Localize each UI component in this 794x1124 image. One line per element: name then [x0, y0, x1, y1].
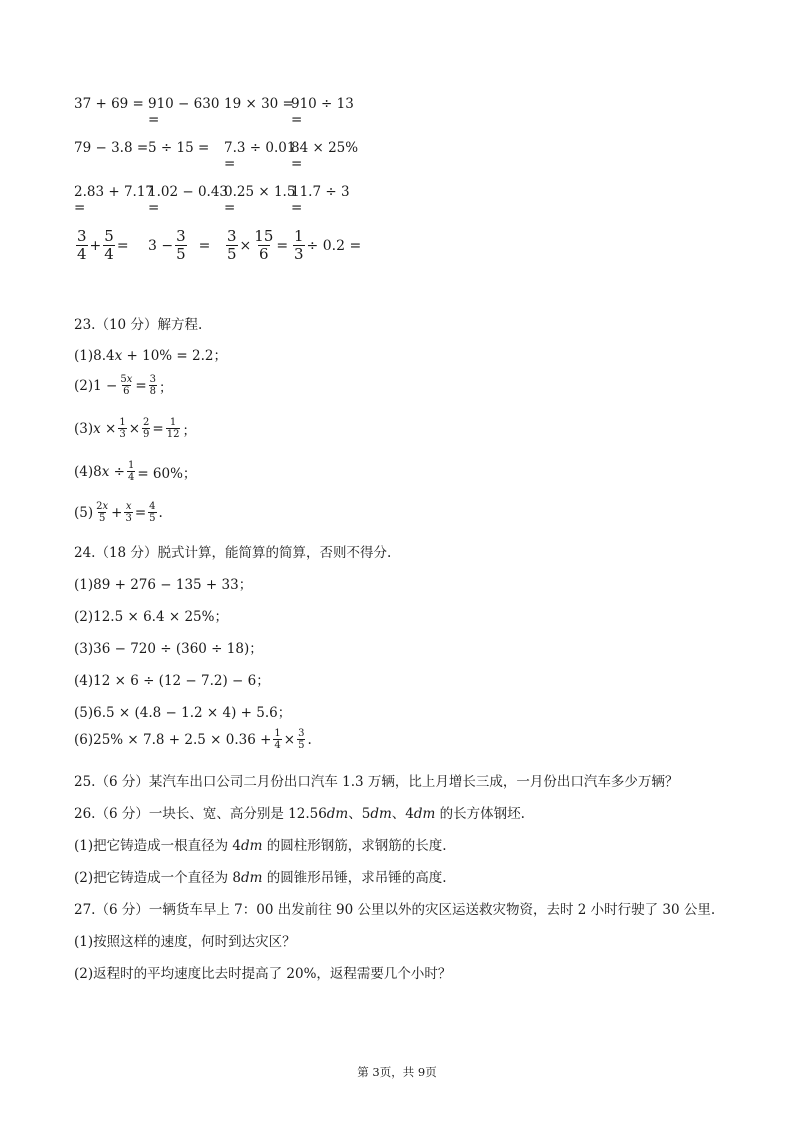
oral-calculation-grid — [74, 96, 474, 274]
oral-item: 19 × 30 = — [224, 96, 294, 112]
q27-part-1: (1)按照这样的速度，何时到达灾区？ — [74, 934, 296, 950]
oral-item: 2.83 + 7.17 = — [74, 184, 155, 216]
fraction: $\frac{3}{5}$ — [176, 227, 186, 263]
fraction: $\frac{\text{𝑥}}{3}$ — [125, 501, 132, 524]
page-number: 第 3页，共 9页 — [357, 1065, 437, 1079]
fraction: $\frac{5}{4}$ — [104, 227, 114, 263]
q24-part-3: (3)36 − 720 ÷ (360 ÷ 18)； — [74, 641, 263, 657]
fraction: $\frac{1}{3}$ — [294, 227, 304, 263]
oral-item: 11.7 ÷ 3 = — [291, 184, 350, 216]
fraction: $\frac{1}{4}$ — [127, 460, 135, 483]
oral-item: 84 × 25% = — [291, 140, 359, 172]
fraction: $\frac{3}{5}$ — [298, 728, 305, 751]
q23-part-1: (1)8.4𝑥 + 10% = 2.2； — [74, 348, 227, 364]
oral-item: 5 ÷ 15 = — [148, 140, 210, 156]
q26-part-1: (1)把它铸造成一根直径为 4𝑑𝑚 的圆柱形钢筋，求钢筋的长度. — [74, 838, 447, 854]
fraction: $\frac{3}{8}$ — [149, 374, 157, 397]
fraction: $\frac{3}{4}$ — [77, 227, 87, 263]
fraction: $\frac{1}{3}$ — [119, 417, 126, 440]
q23-part-2: (2)1 − $\frac{\text{5𝑥}}{6}$ = $\frac{3}{8}$ ； — [74, 374, 173, 397]
fraction: $\frac{2}{9}$ — [143, 417, 150, 440]
oral-item: 910 − 630 = — [148, 96, 220, 128]
q26-title: 26.（6 分）一块长、宽、高分别是 12.56𝑑𝑚、5𝑑𝑚、4𝑑𝑚 的长方体钢坯. — [74, 806, 525, 822]
q27-title: 27.（6 分）一辆货车早上 7：00 出发前往 90 公里以外的灾区运送救灾物资，去时 2 小时行驶了 30 公里. — [74, 902, 716, 918]
oral-item: $\frac{1}{3}$ ÷ 0.2 = — [294, 227, 362, 263]
fraction: $\frac{1}{12}$ — [166, 417, 180, 440]
oral-item: 3 − $\frac{3}{5}$ = — [148, 227, 211, 263]
q27-part-2: (2)返程时的平均速度比去时提高了 20%，返程需要几个小时？ — [74, 966, 452, 982]
oral-item: $\frac{3}{5}$ × $\frac{15}{6}$ = — [227, 227, 289, 263]
q23-part-4: (4)8𝑥 ÷ $\frac{1}{4}$ = 60%； — [74, 460, 197, 483]
fraction: $\frac{1}{4}$ — [274, 728, 281, 751]
oral-row-2 — [74, 140, 474, 184]
fraction: $\frac{3}{5}$ — [227, 227, 237, 263]
q24-part-1: (1)89 + 276 − 135 + 33； — [74, 577, 253, 593]
q23-part-5: (5) $\frac{\text{2𝑥}}{5}$ + $\frac{\text{𝑥}}{3}$ = $\frac{4}{5}$ . — [74, 501, 163, 524]
oral-row-3 — [74, 184, 474, 228]
oral-item: 910 ÷ 13 = — [291, 96, 354, 128]
oral-item: 7.3 ÷ 0.01 = — [224, 140, 296, 172]
q23-title: 23.（10 分）解方程. — [74, 317, 203, 333]
fraction: $\frac{\text{2𝑥}}{5}$ — [96, 501, 109, 524]
q24-part-6: (6)25% × 7.8 + 2.5 × 0.36 + $\frac{1}{4}$ × $\frac{3}{5}$ . — [74, 728, 312, 751]
fraction: $\frac{4}{5}$ — [149, 501, 156, 524]
fraction: $\frac{15}{6}$ — [254, 227, 274, 263]
oral-item: 37 + 69 = — [74, 96, 144, 112]
q24-part-5: (5)6.5 × (4.8 − 1.2 × 4) + 5.6； — [74, 705, 292, 721]
oral-item: 0.25 × 1.5 = — [224, 184, 296, 216]
q24-part-4: (4)12 × 6 ÷ (12 − 7.2) − 6； — [74, 673, 270, 689]
oral-row-1 — [74, 96, 474, 140]
q24-part-2: (2)12.5 × 6.4 × 25%； — [74, 609, 228, 625]
oral-item: 1.02 − 0.43 = — [148, 184, 229, 216]
q24-title: 24.（18 分）脱式计算，能简算的简算，否则不得分. — [74, 545, 392, 561]
oral-item: 79 − 3.8 = — [74, 140, 149, 156]
q23-part-3: (3)𝑥 × $\frac{1}{3}$ × $\frac{2}{9}$ = $\frac{1}{12}$ ； — [74, 417, 196, 440]
q25-text: 25.（6 分）某汽车出口公司二月份出口汽车 1.3 万辆，比上月增长三成，一月份出口汽车多少万辆？ — [74, 774, 679, 790]
fraction: $\frac{\text{5𝑥}}{6}$ — [120, 374, 133, 397]
oral-row-4 — [74, 228, 474, 274]
oral-item: $\frac{3}{4}$ + $\frac{5}{4}$ = — [77, 227, 129, 263]
q26-part-2: (2)把它铸造成一个直径为 8𝑑𝑚 的圆锥形吊锤，求吊锤的高度. — [74, 870, 447, 886]
